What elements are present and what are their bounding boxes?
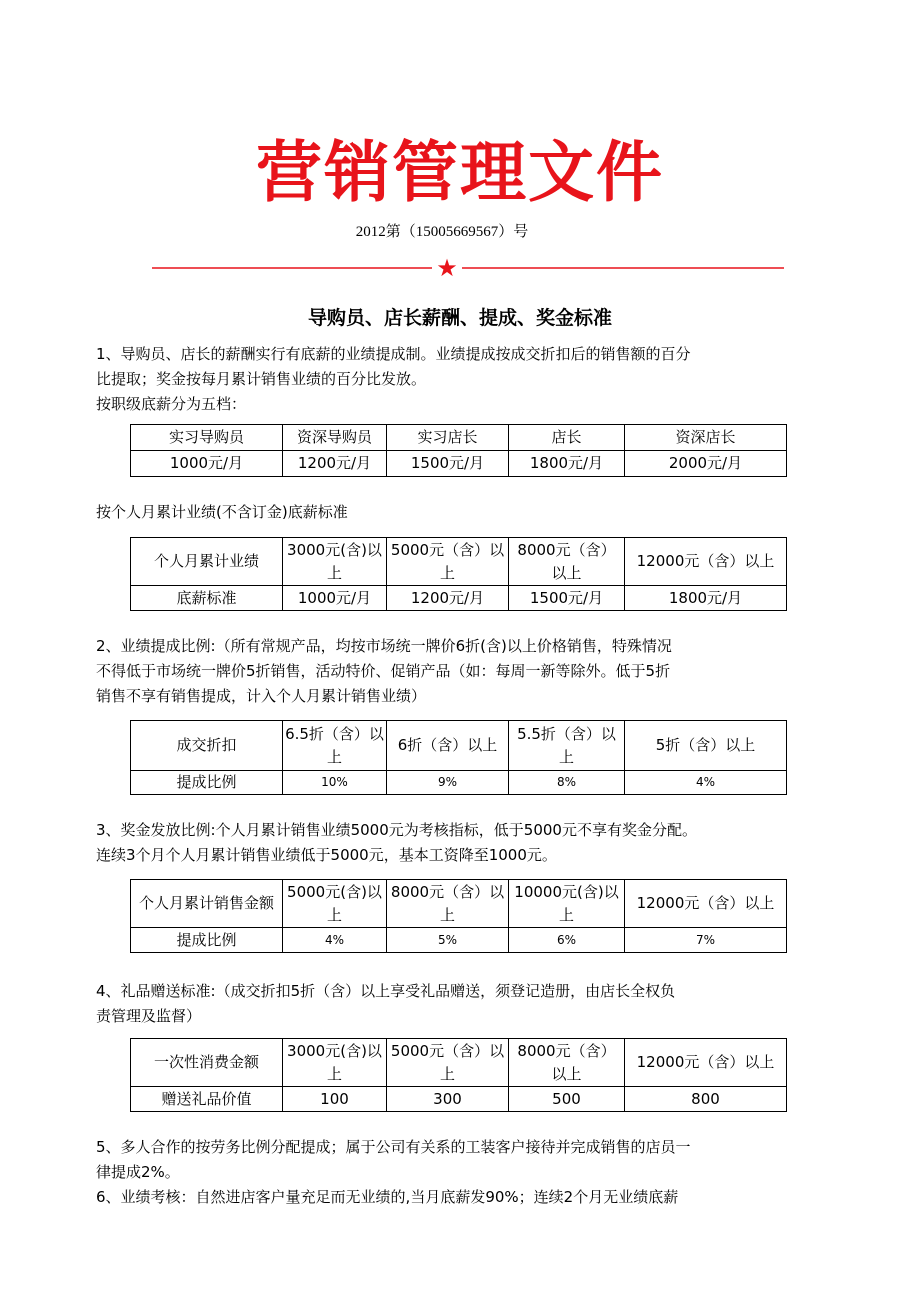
table-cell: 5000元（含）以上 [387, 538, 509, 586]
paragraph-6: 5、多人合作的按劳务比例分配提成；属于公司有关系的工装客户接待并完成销售的店员一 律提成2%。 6、业绩考核：自然进店客户量充足而无业绩的,当月底薪发90%；连续2个月无业绩底薪 [96, 1138, 691, 1206]
performance-salary-table [130, 537, 787, 611]
table-cell: 5000元（含）以上 [387, 1039, 509, 1087]
table-cell: 1800元/月 [625, 586, 787, 611]
table-cell: 资深导购员 [283, 425, 387, 451]
table-cell: 8000元（含）以上 [509, 538, 625, 586]
table-cell: 800 [625, 1087, 787, 1112]
table-cell: 1000元/月 [131, 451, 283, 477]
table-cell: 5% [387, 928, 509, 953]
table-cell: 资深店长 [625, 425, 787, 451]
table-cell: 5000元(含)以上 [283, 880, 387, 928]
table-cell: 3000元(含)以上 [283, 538, 387, 586]
table-cell: 7% [625, 928, 787, 953]
document-number: 2012第（15005669567）号 [355, 224, 529, 240]
table-cell: 实习店长 [387, 425, 509, 451]
table-cell: 3000元(含)以上 [283, 1039, 387, 1087]
table-cell: 9% [387, 771, 509, 795]
paragraph-4: 3、奖金发放比例:个人月累计销售业绩5000元为考核指标，低于5000元不享有奖金分配。 连续3个月个人月累计销售业绩低于5000元，基本工资降至1000元。 [96, 821, 697, 864]
paragraph-5: 4、礼品赠送标准:（成交折扣5折（含）以上享受礼品赠送，须登记造册，由店长全权负 责管理及监督） [96, 982, 676, 1025]
paragraph-2: 按个人月累计业绩(不含订金)底薪标准 [96, 503, 348, 521]
table-cell: 1800元/月 [509, 451, 625, 477]
table-cell: 500 [509, 1087, 625, 1112]
commission-rate-table [130, 720, 787, 795]
bonus-rate-table [130, 879, 787, 953]
table-cell: 10% [283, 771, 387, 795]
table-cell: 店长 [509, 425, 625, 451]
table-cell: 1200元/月 [387, 586, 509, 611]
document-title: 营销管理文件 [256, 134, 664, 211]
table-cell: 4% [283, 928, 387, 953]
table-cell: 底薪标准 [131, 586, 283, 611]
table-cell: 1000元/月 [283, 586, 387, 611]
table-cell: 12000元（含）以上 [625, 880, 787, 928]
table-cell: 1500元/月 [509, 586, 625, 611]
table-cell: 实习导购员 [131, 425, 283, 451]
table-cell: 8000元（含）以上 [509, 1039, 625, 1087]
table-cell: 4% [625, 771, 787, 795]
table-cell: 6.5折（含）以上 [283, 721, 387, 771]
table-cell: 12000元（含）以上 [625, 538, 787, 586]
table-cell: 成交折扣 [131, 721, 283, 771]
table-cell: 提成比例 [131, 771, 283, 795]
table-cell: 12000元（含）以上 [625, 1039, 787, 1087]
table-cell: 10000元(含)以上 [509, 880, 625, 928]
base-salary-table [130, 424, 787, 477]
table-cell: 6折（含）以上 [387, 721, 509, 771]
table-cell: 300 [387, 1087, 509, 1112]
table-cell: 5.5折（含）以上 [509, 721, 625, 771]
red-divider [152, 252, 784, 282]
table-cell: 1200元/月 [283, 451, 387, 477]
table-cell: 6% [509, 928, 625, 953]
star-icon: ★ [436, 254, 458, 282]
table-cell: 个人月累计业绩 [131, 538, 283, 586]
gift-value-table [130, 1038, 787, 1112]
table-cell: 赠送礼品价值 [131, 1087, 283, 1112]
table-cell: 提成比例 [131, 928, 283, 953]
table-cell: 100 [283, 1087, 387, 1112]
table-cell: 一次性消费金额 [131, 1039, 283, 1087]
table-cell: 8% [509, 771, 625, 795]
table-cell: 2000元/月 [625, 451, 787, 477]
table-cell: 1500元/月 [387, 451, 509, 477]
table-cell: 个人月累计销售金额 [131, 880, 283, 928]
section-title: 导购员、店长薪酬、提成、奖金标准 [307, 307, 612, 329]
paragraph-3: 2、业绩提成比例:（所有常规产品，均按市场统一牌价6折(含)以上价格销售，特殊情况 不得低于市场统一牌价5折销售，活动特价、促销产品（如：每周一新等除外。低于5折 销售不享有销售提成，计入个人月累计销售业绩） [96, 637, 672, 705]
paragraph-1: 1、导购员、店长的薪酬实行有底薪的业绩提成制。业绩提成按成交折扣后的销售额的百分 比提取；奖金按每月累计销售业绩的百分比发放。 按职级底薪分为五档： [96, 345, 691, 413]
table-cell: 5折（含）以上 [625, 721, 787, 771]
table-cell: 8000元（含）以上 [387, 880, 509, 928]
